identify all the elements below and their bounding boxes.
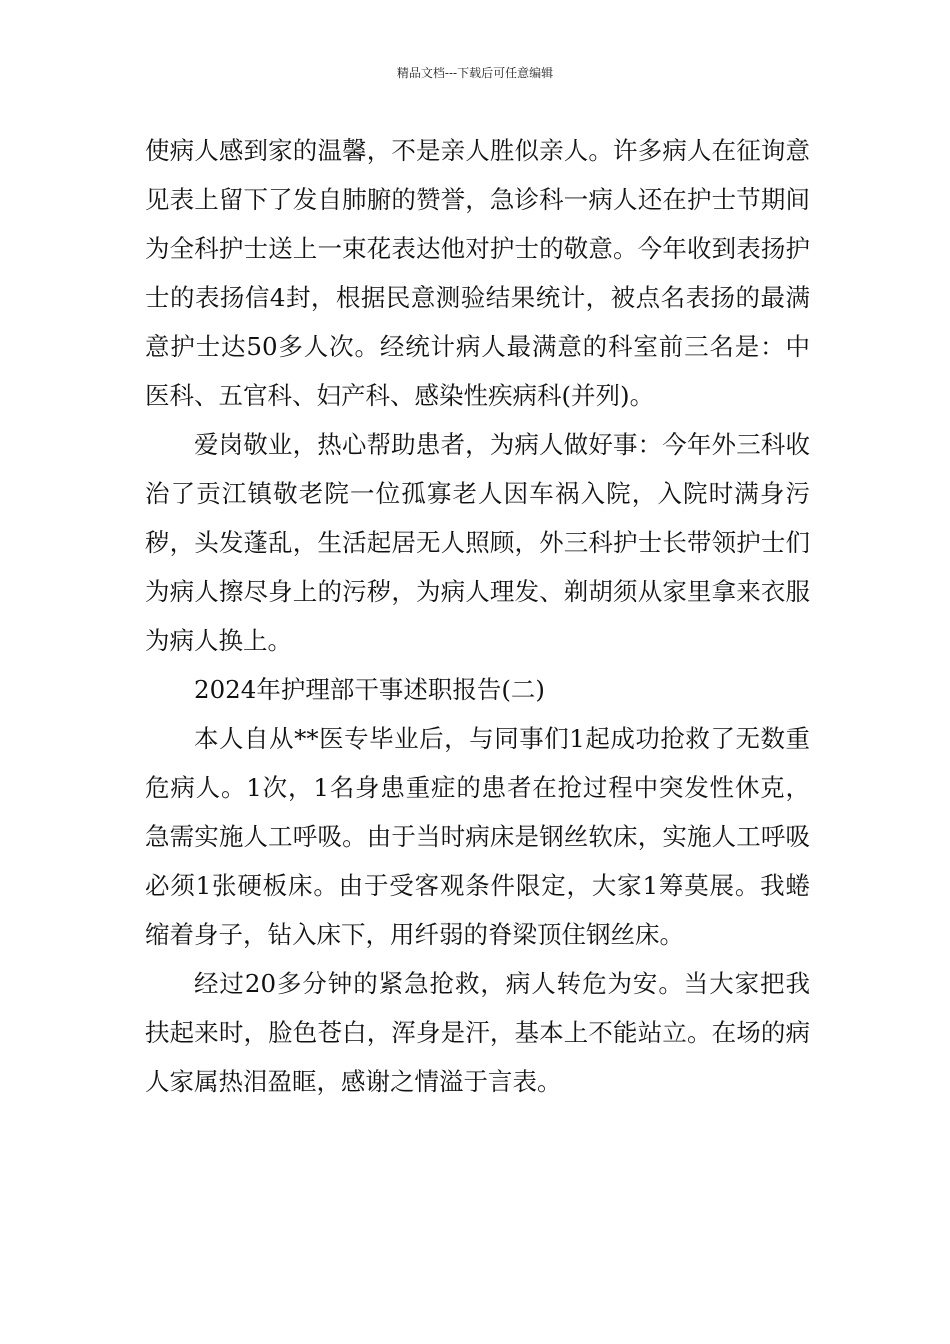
section-title: 2024年护理部干事述职报告(二): [194, 675, 545, 704]
paragraph-4: 经过20多分钟的紧急抢救，病人转危为安。当大家把我扶起来时，脸色苍白，浑身是汗，基本上不能站立。在场的病人家属热泪盈眶，感谢之情溢于言表。: [145, 969, 810, 1096]
paragraph-3: 本人自从**医专毕业后，与同事们1起成功抢救了无数重危病人。1次，1名身患重症的患者在抢过程中突发性休克，急需实施人工呼吸。由于当时病床是钢丝软床，实施人工呼吸必须1张硬板床。由于受客观条件限定，大家1筹莫展。我蜷缩着身子，钻入床下，用纤弱的脊梁顶住钢丝床。: [145, 724, 810, 949]
page-header: 精品文档---下载后可任意编辑: [396, 66, 554, 80]
paragraph-2: 爱岗敬业，热心帮助患者，为病人做好事：今年外三科收治了贡江镇敬老院一位孤寡老人因车祸入院，入院时满身污秽，头发蓬乱，生活起居无人照顾，外三科护士长带领护士们为病人擦尽身上的污秽，为病人理发、剃胡须从家里拿来衣服为病人换上。: [145, 430, 810, 655]
paragraph-1: 使病人感到家的温馨，不是亲人胜似亲人。许多病人在征询意见表上留下了发自肺腑的赞誉，急诊科一病人还在护士节期间为全科护士送上一束花表达他对护士的敬意。今年收到表扬护士的表扬信4封，根据民意测验结果统计，被点名表扬的最满意护士达50多人次。经统计病人最满意的科室前三名是：中医科、五官科、妇产科、感染性疾病科(并列)。: [145, 136, 810, 410]
document-body: [145, 126, 810, 1106]
